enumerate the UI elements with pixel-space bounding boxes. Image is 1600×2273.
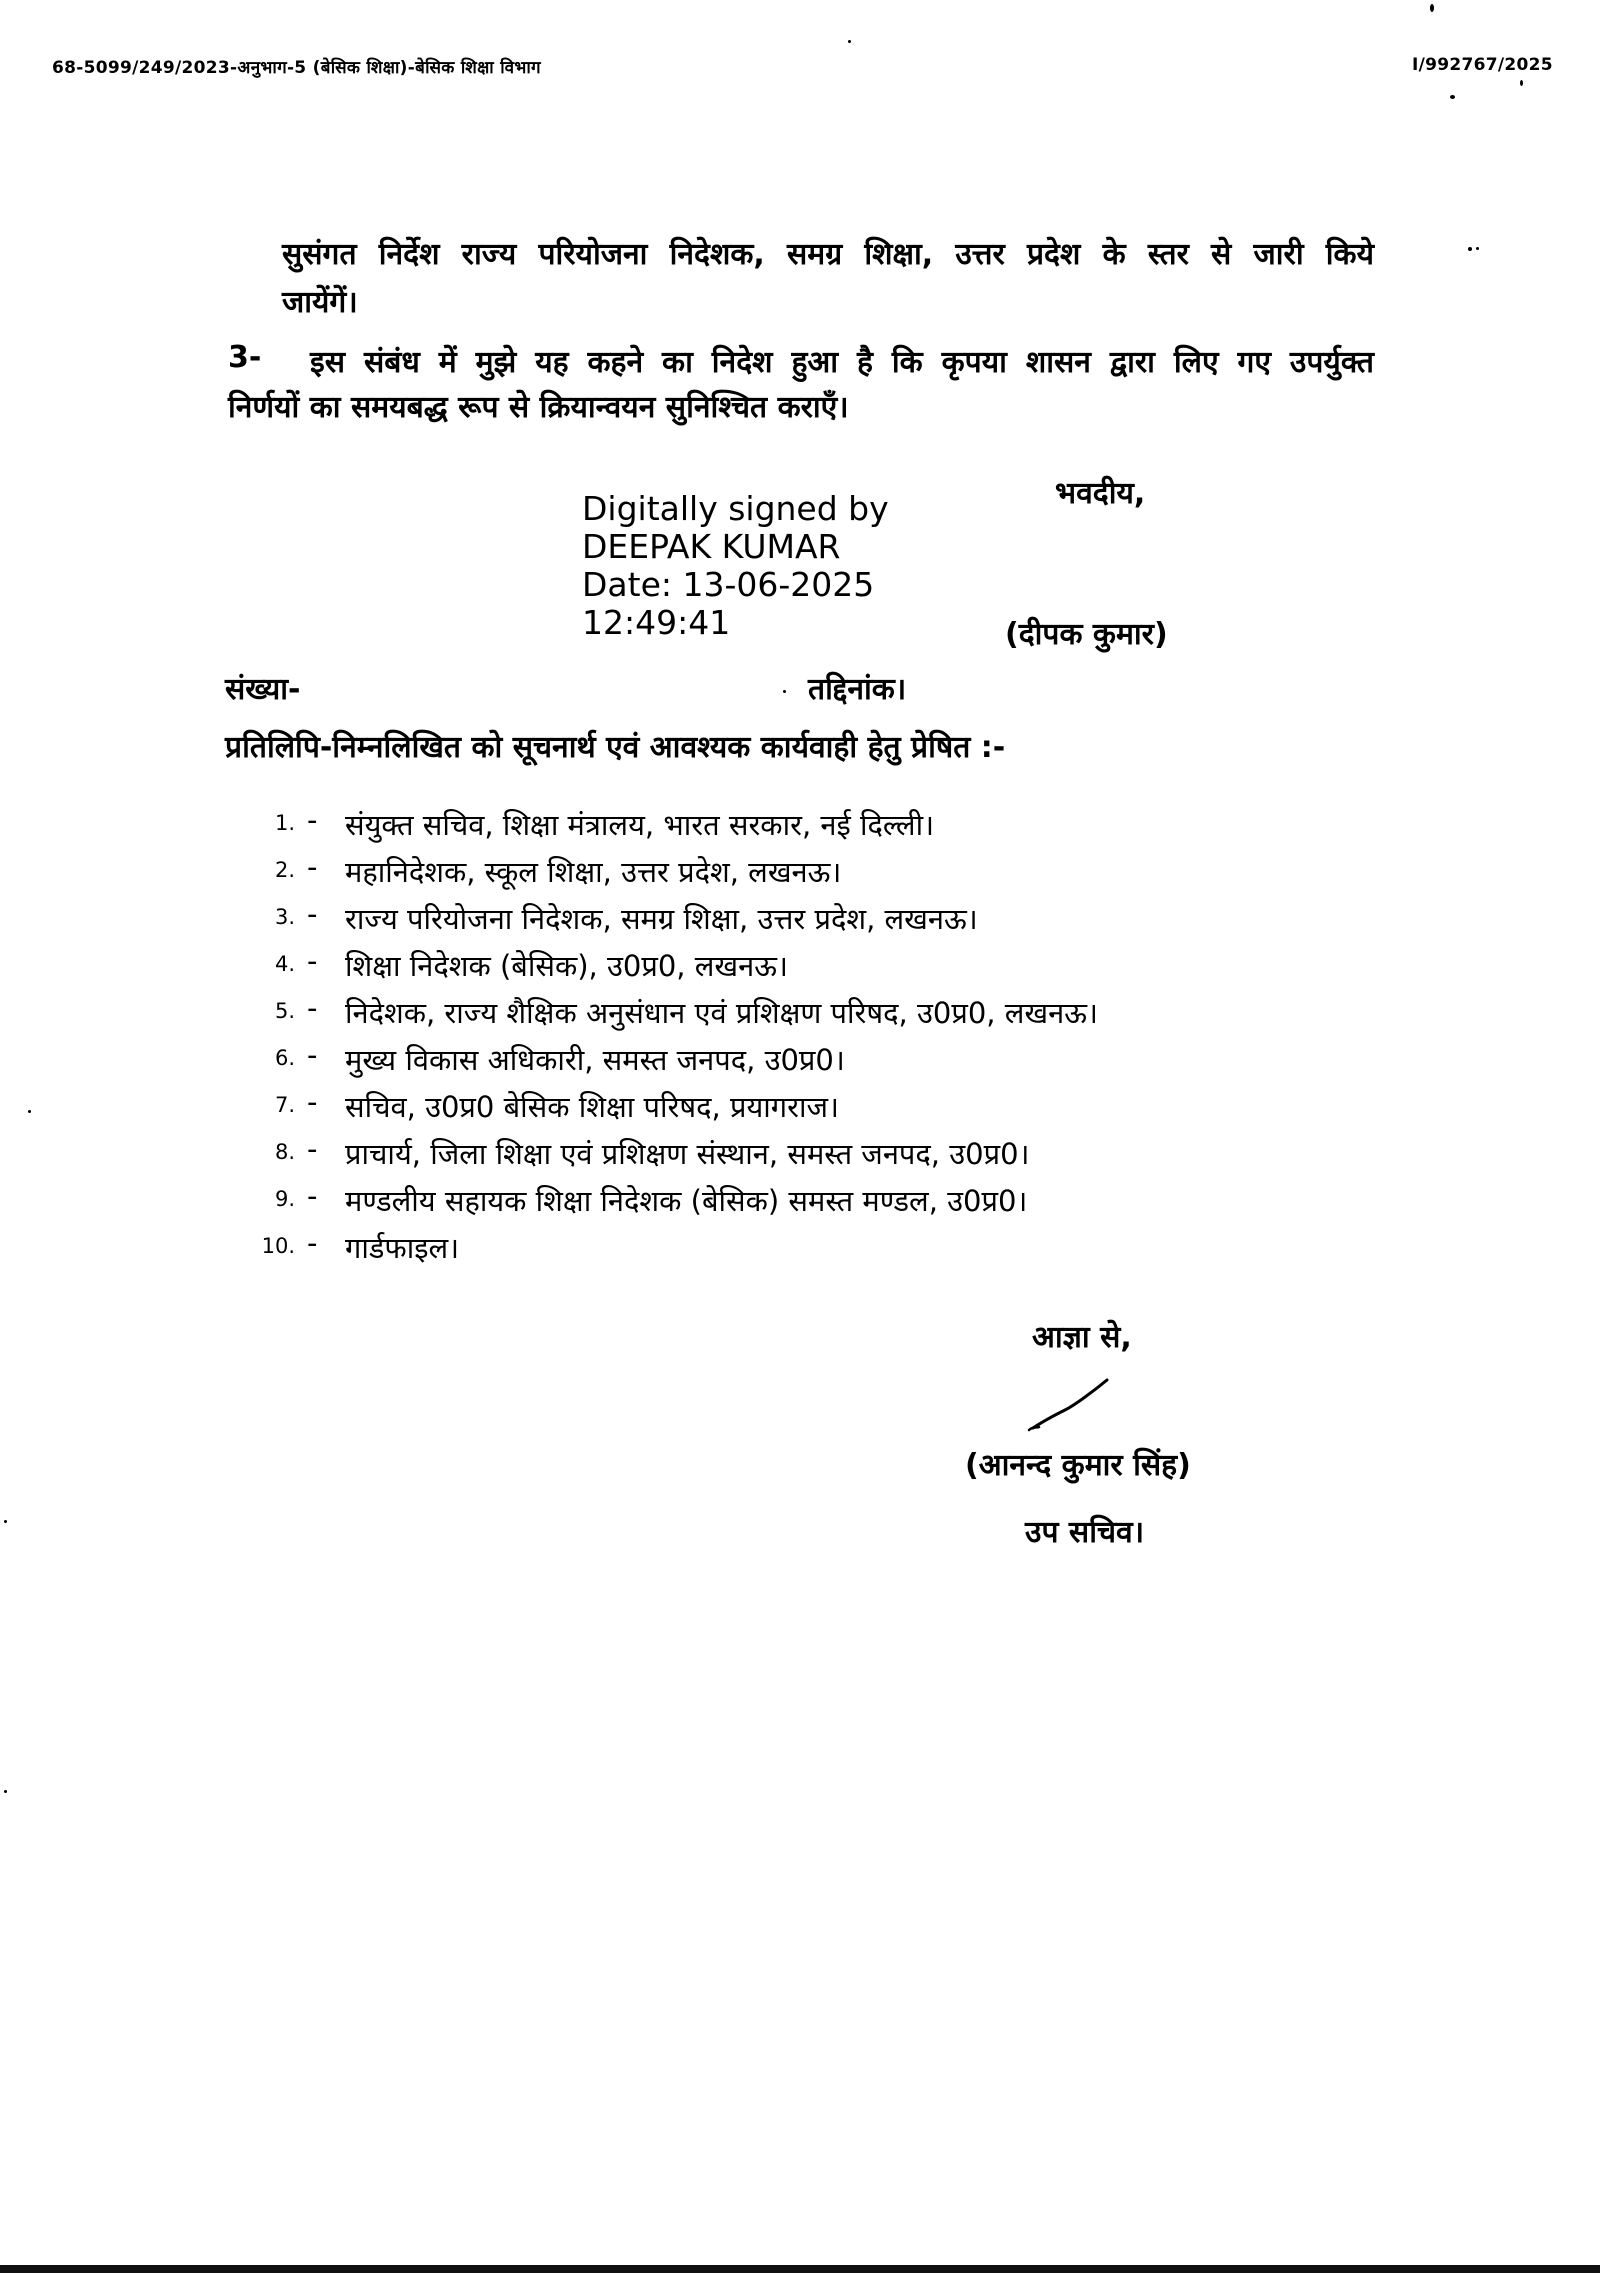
- digital-sig-line-4: 12:49:41: [582, 603, 731, 642]
- list-item-text: राज्य परियोजना निदेशक, समग्र शिक्षा, उत्तर प्रदेश, लखनऊ।: [345, 902, 978, 936]
- list-item-text: मण्डलीय सहायक शिक्षा निदेशक (बेसिक) समस्त मण्डल, उ0प्र0।: [345, 1184, 1028, 1218]
- scan-speck: [28, 1110, 31, 1113]
- list-item-text: महानिदेशक, स्कूल शिक्षा, उत्तर प्रदेश, लखनऊ।: [345, 855, 842, 889]
- digital-sig-line-2: DEEPAK KUMAR: [582, 527, 841, 566]
- list-item-text: गार्डफाइल।: [345, 1231, 460, 1265]
- list-item-dash: -: [307, 1226, 318, 1260]
- list-item-text: निदेशक, राज्य शैक्षिक अनुसंधान एवं प्रशिक्षण परिषद, उ0प्र0, लखनऊ।: [345, 996, 1098, 1030]
- list-item-number: 10.: [261, 1234, 295, 1258]
- digital-signature-block: [582, 490, 889, 642]
- digital-sig-line-1: Digitally signed by: [582, 489, 889, 528]
- scan-speck: [4, 1790, 7, 1793]
- list-item-number: 1.: [274, 811, 295, 835]
- para3-line-1: इस संबंध में मुझे यह कहने का निदेश हुआ है कि कृपया शासन द्वारा लिए गए उपर्युक्त: [310, 345, 1374, 380]
- file-reference: 68-5099/249/2023-अनुभाग-5 (बेसिक शिक्षा)-बेसिक शिक्षा विभाग: [52, 58, 541, 78]
- scan-speck: [1476, 247, 1479, 250]
- list-item-text: मुख्य विकास अधिकारी, समस्त जनपद, उ0प्र0।: [345, 1043, 845, 1077]
- list-item-text: सचिव, उ0प्र0 बेसिक शिक्षा परिषद, प्रयागराज।: [345, 1090, 840, 1124]
- copy-to-list: [235, 805, 1385, 1285]
- scan-speck: [1430, 4, 1434, 12]
- closing-salutation: भवदीय,: [1055, 476, 1146, 511]
- list-item-number: 6.: [274, 1046, 295, 1070]
- list-item-dash: -: [307, 897, 318, 931]
- list-item-number: 5.: [274, 999, 295, 1023]
- list-item-dash: -: [307, 1038, 318, 1072]
- list-item-dash: -: [307, 1179, 318, 1213]
- scan-speck: [1450, 95, 1455, 99]
- scan-speck: [4, 1520, 7, 1523]
- list-item-number: 4.: [274, 952, 295, 976]
- para3-number: 3-: [228, 340, 262, 375]
- list-item-dash: -: [307, 803, 318, 837]
- para3-line-2: निर्णयों का समयबद्ध रूप से क्रियान्वयन सुनिश्चित कराएँ।: [228, 390, 849, 425]
- reference-number-label: संख्या-: [225, 672, 301, 707]
- closing-signatory-name: (आनन्द कुमार सिंह): [965, 1448, 1191, 1483]
- list-item-number: 3.: [274, 905, 295, 929]
- list-item-number: 9.: [274, 1187, 295, 1211]
- scan-speck: [848, 40, 851, 43]
- copy-to-heading: प्रतिलिपि-निम्नलिखित को सूचनार्थ एवं आवश्यक कार्यवाही हेतु प्रेषित :-: [225, 730, 1006, 765]
- by-order-text: आज्ञा से,: [1032, 1320, 1132, 1355]
- document-number: I/992767/2025: [1412, 55, 1553, 75]
- list-item-text: शिक्षा निदेशक (बेसिक), उ0प्र0, लखनऊ।: [345, 949, 788, 983]
- list-item-number: 2.: [274, 858, 295, 882]
- closing-designation: उप सचिव।: [1025, 1515, 1145, 1550]
- scan-bottom-edge: [0, 2265, 1600, 2273]
- list-item-dash: -: [307, 850, 318, 884]
- scan-speck: [1520, 80, 1523, 86]
- para-continuation-line-2: जायेंगें।: [282, 285, 358, 320]
- reference-date-label: तद्दिनांक।: [808, 672, 907, 707]
- scan-speck: [783, 690, 786, 693]
- list-item-text: प्राचार्य, जिला शिक्षा एवं प्रशिक्षण संस्थान, समस्त जनपद, उ0प्र0।: [345, 1137, 1030, 1171]
- list-item-text: संयुक्त सचिव, शिक्षा मंत्रालय, भारत सरकार, नई दिल्ली।: [345, 808, 935, 842]
- list-item-dash: -: [307, 991, 318, 1025]
- signatory-name: (दीपक कुमार): [1005, 617, 1168, 652]
- list-item-number: 8.: [274, 1140, 295, 1164]
- signature-scribble-icon: [1025, 1370, 1125, 1440]
- scan-speck: [1468, 247, 1472, 251]
- para-continuation-line-1: सुसंगत निर्देश राज्य परियोजना निदेशक, समग्र शिक्षा, उत्तर प्रदेश के स्तर से जारी किये: [282, 237, 1374, 272]
- list-item-dash: -: [307, 1085, 318, 1119]
- list-item-dash: -: [307, 1132, 318, 1166]
- list-item-number: 7.: [274, 1093, 295, 1117]
- list-item-dash: -: [307, 944, 318, 978]
- digital-sig-line-3: Date: 13-06-2025: [582, 565, 875, 604]
